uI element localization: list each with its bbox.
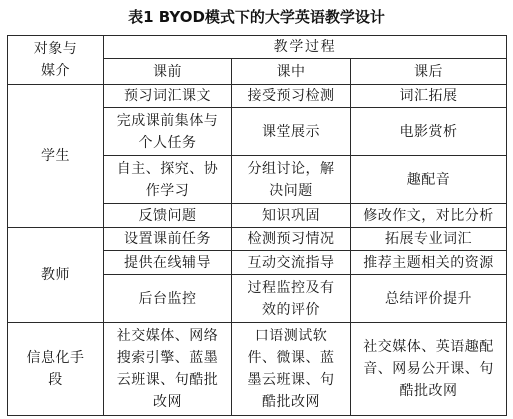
group-label-it-means-cell: [8, 323, 104, 416]
cell-students-pre-class: [104, 204, 232, 228]
cell-text: 后台监控: [138, 290, 197, 307]
header-phase-post-class: 课后: [351, 59, 507, 85]
cell-text: 电影赏析: [399, 123, 458, 140]
cell-students-in-class: [232, 108, 351, 156]
group-label-students: 学生: [8, 85, 104, 228]
cell-text: 词汇拓展: [399, 88, 458, 104]
cell-text: 修改作文，对比分析: [363, 207, 494, 224]
cell-text: 完成课前集体与个人任务: [116, 112, 219, 151]
cell-text: 总结评价提升: [385, 290, 472, 307]
cell-teachers-pre-class: [104, 228, 232, 251]
group-label-it-means: 信息化手段: [26, 350, 85, 388]
cell-text: 自主、探究、协作学习: [116, 160, 219, 199]
cell-teachers-in-class: [232, 251, 351, 275]
cell-text: 检测预习情况: [247, 231, 335, 247]
table-row: [8, 323, 507, 416]
cell-text: 过程监控及有效的评价: [247, 279, 335, 318]
cell-text: 课堂展示: [262, 123, 320, 140]
cell-text: 知识巩固: [262, 207, 320, 224]
cell-students-pre-class: [104, 156, 232, 204]
header-phase-in-class: 课中: [232, 59, 351, 85]
cell-text: 推荐主题相关的资源: [363, 254, 494, 271]
cell-students-post-class: [351, 108, 507, 156]
cell-teachers-post-class: [351, 228, 507, 251]
cell-teachers-pre-class: [104, 275, 232, 323]
table-row: [8, 85, 507, 108]
cell-students-post-class: [351, 85, 507, 108]
header-phase-pre-class: 课前: [104, 59, 232, 85]
cell-text: 拓展专业词汇: [385, 231, 472, 247]
cell-it-means-pre-class: [104, 323, 232, 416]
cell-teachers-pre-class: [104, 251, 232, 275]
cell-students-in-class: [232, 204, 351, 228]
cell-teachers-post-class: [351, 251, 507, 275]
cell-text: 口语测试软件、微课、蓝墨云班课、句酷批改网: [247, 328, 335, 410]
cell-text: 趣配音: [406, 171, 451, 188]
header-row: [8, 36, 507, 59]
cell-text: 设置课前任务: [124, 231, 211, 247]
cell-text: 社交媒体、网络搜索引擎、蓝墨云班课、句酷批改网: [116, 328, 219, 410]
cell-students-post-class: [351, 156, 507, 204]
group-label-teachers: 教师: [8, 228, 104, 323]
table-title: 表1 BYOD模式下的大学英语教学设计: [128, 8, 385, 26]
cell-it-means-post-class: [351, 323, 507, 416]
cell-text: 反馈问题: [138, 207, 197, 224]
header-teaching-process: 教学过程: [104, 36, 507, 59]
header-subject-media: 对象与媒介: [33, 41, 78, 79]
cell-students-pre-class: [104, 108, 232, 156]
cell-text: 提供在线辅导: [124, 254, 211, 271]
cell-teachers-post-class: [351, 275, 507, 323]
header-subject-media-cell: [8, 36, 104, 85]
teaching-design-table: [7, 35, 507, 416]
table-row: [8, 228, 507, 251]
cell-text: 分组讨论，解决问题: [247, 160, 335, 199]
cell-text: 社交媒体、英语趣配音、网易公开课、句酷批改网: [363, 339, 494, 399]
cell-students-in-class: [232, 156, 351, 204]
cell-teachers-in-class: [232, 275, 351, 323]
cell-text: 预习词汇课文: [124, 88, 211, 104]
cell-text: 互动交流指导: [247, 254, 335, 271]
cell-students-in-class: [232, 85, 351, 108]
cell-it-means-in-class: [232, 323, 351, 416]
cell-students-pre-class: [104, 85, 232, 108]
cell-teachers-in-class: [232, 228, 351, 251]
cell-students-post-class: [351, 204, 507, 228]
cell-text: 接受预习检测: [247, 88, 335, 104]
